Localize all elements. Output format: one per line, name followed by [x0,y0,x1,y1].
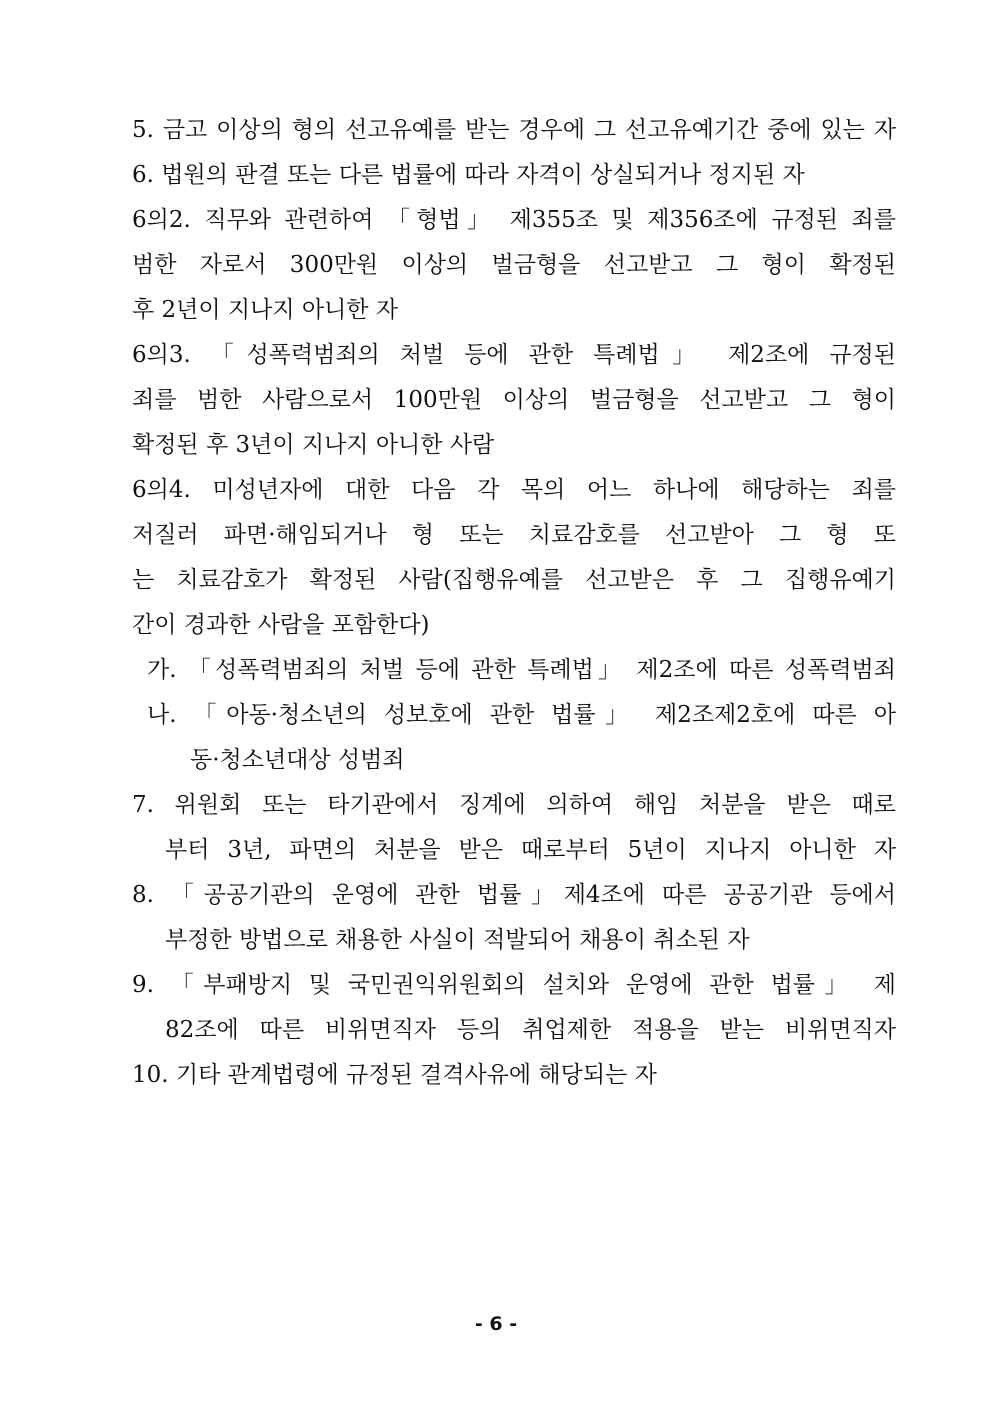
clause-7-line-2: 부터 3년, 파면의 처분을 받은 때로부터 5년이 지나지 아니한 자 [165,837,896,863]
page-number: - 6 - [474,1313,518,1335]
clause-6-4-line-1: 6의4. 미성년자에 대한 다음 각 목의 어느 하나에 해당하는 죄를 [132,477,896,503]
clause-6-4-line-2: 저질러 파면·해임되거나 형 또는 치료감호를 선고받아 그 형 또 [132,522,896,548]
sub-item-na-line-2: 동·청소년대상 성범죄 [190,747,405,773]
clause-6-3-line-3: 확정된 후 3년이 지나지 아니한 사람 [132,432,495,458]
clause-6-3-line-2: 죄를 범한 사람으로서 100만원 이상의 벌금형을 선고받고 그 형이 [132,387,896,413]
clause-6-2-line-2: 범한 자로서 300만원 이상의 벌금형을 선고받고 그 형이 확정된 [132,252,896,278]
clause-9-line-2: 82조에 따른 비위면직자 등의 취업제한 적용을 받는 비위면직자 [165,1017,896,1043]
clause-10: 10. 기타 관계법령에 규정된 결격사유에 해당되는 자 [132,1062,657,1088]
clause-9-line-1: 9. 「부패방지 및 국민권익위원회의 설치와 운영에 관한 법률」 제 [132,972,896,998]
clause-8-line-1: 8. 「공공기관의 운영에 관한 법률」제4조에 따른 공공기관 등에서 [132,882,896,908]
clause-6-4-line-3: 는 치료감호가 확정된 사람(집행유예를 선고받은 후 그 집행유예기 [132,567,896,593]
clause-7-line-1: 7. 위원회 또는 타기관에서 징계에 의하여 해임 처분을 받은 때로 [132,792,896,818]
clause-6-2-line-3: 후 2년이 지나지 아니한 자 [132,297,399,323]
clause-8-line-2: 부정한 방법으로 채용한 사실이 적발되어 채용이 취소된 자 [165,927,750,953]
clause-6: 6. 법원의 판결 또는 다른 법률에 따라 자격이 상실되거나 정지된 자 [132,162,805,188]
clause-5: 5. 금고 이상의 형의 선고유예를 받는 경우에 그 선고유예기간 중에 있는 자 [132,117,896,143]
sub-item-ga: 가. 「성폭력범죄의 처벌 등에 관한 특례법」 제2조에 따른 성폭력범죄 [147,657,896,683]
clause-6-2-line-1: 6의2. 직무와 관련하여 「형법」 제355조 및 제356조에 규정된 죄를 [132,207,896,233]
clause-6-3-line-1: 6의3. 「성폭력범죄의 처벌 등에 관한 특례법」 제2조에 규정된 [132,342,896,368]
sub-item-na-line-1: 나. 「아동·청소년의 성보호에 관한 법률」 제2조제2호에 따른 아 [147,702,896,728]
clause-6-4-line-4: 간이 경과한 사람을 포함한다) [132,612,430,638]
